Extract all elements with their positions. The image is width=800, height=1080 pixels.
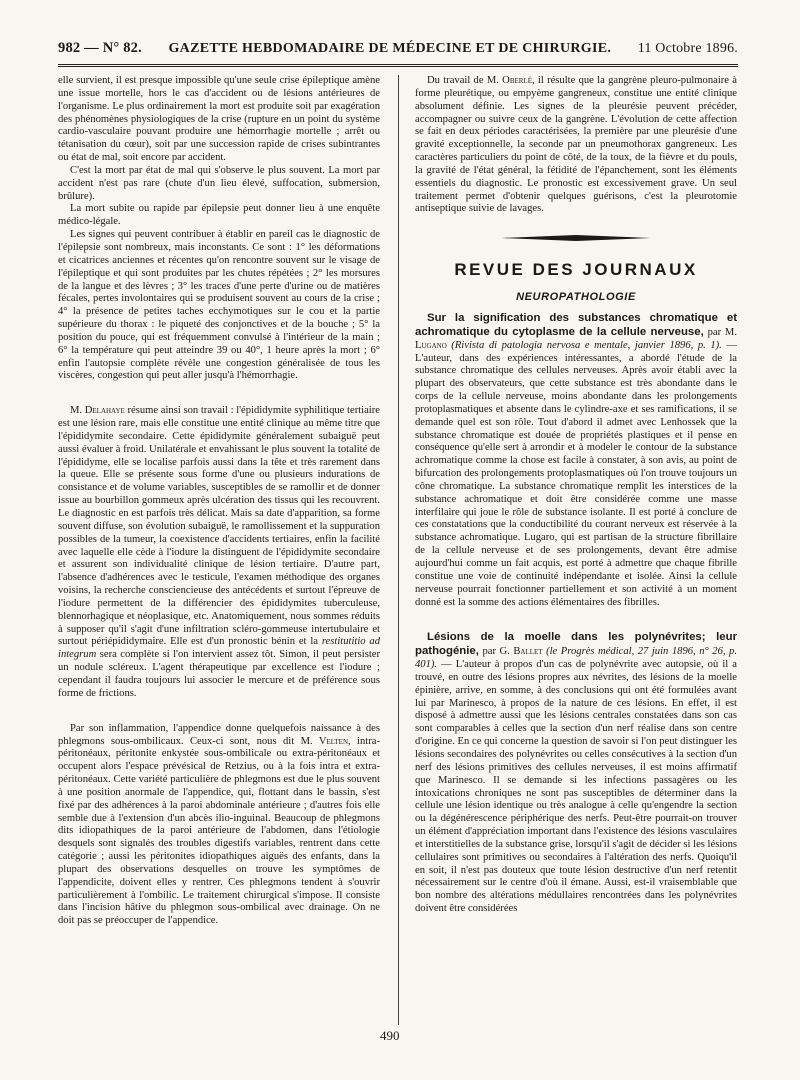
article: Lésions de la moelle dans les polynévrites; leur pathogénie, par G. Ballet (le Progrès médical, 27 juin 1896, n° 26, p. 401). — L'auteur à propos d'un cas de polynévrite avec autopsie, où il a trouvé, en outre des lésions propres aux névrites, des lésions de la moelle épinière, arrive, en somme, à des conclusions qui ont été formulées avant lui par Marinesco, à propos de la nature de ces lésions. En effet, il est disposé à admettre aussi que les lésions centrales constatées dans son cas sont comparables à celles que la section d'un nerf réalise dans son centre d'origine. En ce qui concerne la question de savoir si l'on peut distinguer les lésions secondaires des polynévrites ou celles consécutives à la section d'un nerf des lésions primitives des cellules nerveuses, il est moins affirmatif que Marinesco. Il se demande si les infections passagères ou les intoxications chroniques ne sont pas susceptibles de déterminer dans la cellule une lésion identique ou très analogue à celle qu'engendre la section ou la dégénérescence périphérique des nerfs. Peut-être pourrait-on trouver un élément d'appréciation important dans l'existence des lésions vasculaires et interstitielles de la substance grise, lorsqu'il s'agit de décider si les lésions cellulaires sont primitives ou secondaires à l'altération des nerfs. Quoiqu'il en soit, il n'est pas douteux que toute lésion destructive d'un nerf retentit nécessairement sur le centre d'où il émane. Aussi, est-il vraisemblable que bon nombre des altérations médullaires rencontrées dans les polynévrites doivent être considérées: [415, 631, 737, 915]
paragraph: elle survient, il est presque impossible qu'une seule crise épileptique amène une issue mortelle, hors le cas d'accident ou de lésions antérieures de l'organisme. Le plus ordinairement la mort est produite soit par exagération des phénomènes physiologiques de la crise (rupture en un point du système cardio-vasculaire pouvant produire une hémorrhagie mortelle ; arrêt ou tétanisation du cœur), soit par une succession rapide de crises subintrantes ou état de mal, soit encore par accident.: [58, 75, 380, 164]
issue-number: 982 — N° 82.: [58, 40, 142, 56]
divider-ornament: [501, 234, 651, 242]
paragraph: Par son inflammation, l'appendice donne quelquefois naissance à des phlegmons sous-ombilicaux. Ceux-ci sont, nous dit M. Velten, intra-péritonéaux, péritonite enkystée sous-ombilicale ou extra-péritonéaux et occupent alors l'espace prévésical de Retzius, ou à la fois intra et extra-péritonéaux. Cette variété particulière de phlegmons est due le plus souvent à une position anormale de l'appendice, qui, flottant dans le bassin, s'est fixé par des adhérences à la paroi abdominale antérieure ; d'autres fois elle semble due à l'extension d'un abcès ilio-inguinal. Beaucoup de phlegmons dits idiopathiques de la paroi antérieure de l'abdomen, dans l'étiologie desquels sont signalés des troubles digestifs variables, rentrent dans cette catégorie ; aussi les péritonites idiopathiques aiguës des enfants, dans la plupart des observations desquelles on trouve les symptômes de l'appendicite, doivent elles y rentrer. Ces phlegmons tendent à s'ouvrir particulièrement à l'ombilic. Le traitement chirurgical s'impose. Il consiste dans l'incision hâtive du phlegmon sous-ombilical avec drainage. On ne doit pas se préoccuper de l'appendice.: [58, 722, 380, 927]
article: Sur la signification des substances chromatique et achromatique du cytoplasme de la cellule nerveuse, par M. Lugano (Rivista di patologia nervosa e mentale, janvier 1896, p. 1). — L'auteur, dans des expériences intéressantes, a abordé l'étude de la substance chromatique des cellules nerveuses. Après avoir établi avec la plupart des observateurs, que cette substance est très abondante dans le corps de la cellule nerveuse, moins abondante dans les prolongements protoplasmatiques et absente dans le cylindre-axe et ses ramifications, il se demande quel est son rôle. Tout d'abord il admet avec Lenhossek que la substance chromatique est douée de propriétés plastiques et il pense en conséquence qu'elle sert à arrondir et à modeler le contour de la substance achromatique comme la chose est facile à constater, à son avis, au point de bifurcation des prolongements protoplasmatiques où l'on trouve toujours un cône chromatique. La substance chromatique remplit les interstices de la substance achromatique et doit être considérée comme une masse interfilaire qui joue le rôle de substance isolante. Il est porté à conclure de ces constatations que la conductibilité du courant nerveux est réservée à la substance achromatique. Lugaro, qui est partisan de la structure fibrillaire de la cellule nerveuse et de ses prolongements, devant être admise aujourd'hui comme un fait acquis, est porté à admettre que chaque fibrille constitue une voie de continuité indépendante et isolée. Ainsi la cellule nerveuse pourrait fonctionner partiellement et son activité à un moment donné est la somme des actions élémentaires des fibrilles.: [415, 311, 737, 608]
left-column: [58, 75, 380, 928]
column-rule: [398, 75, 399, 1025]
paragraph: C'est la mort par état de mal qui s'observe le plus souvent. La mort par accident n'est pas rare (chute d'un lieu élevé, suffocation, submersion, brûlure).: [58, 164, 380, 202]
latin-phrase: restitutitio ad integrum: [58, 636, 381, 661]
article-title: Lésions de la moelle dans les polynévrites; leur pathogénie,: [415, 631, 737, 658]
paragraph: M. Delahaye résume ainsi son travail : l'épididymite syphilitique tertiaire est une lésion rare, mais elle constitue une entité clinique au même titre que l'épididymite secondaire. Cette épididymite généralement subaiguë peut aussi évaluer à froid. Unilatérale et envahissant le plus souvent la totalité de l'épididyme, elle se localise parfois aussi dans la tête et très rarement dans la queue. Elle se présente sous forme d'une ou plusieurs indurations de consistance et de volume variables, susceptibles de se ramollir et de donner issue au bourbillon gommeux après ulcération des tissus qui les recouvrent. Le diagnostic en est parfois très délicat. Mais sa date d'apparition, sa forme souvent diffuse, son évolution subaiguë, le ramollissement et la suppuration possibles de la tumeur, la coexistence d'accidents tertiaires, enfin la facilité avec laquelle elle cède à l'iodure la distinguent de l'épididymite secondaire et assurent son individualité clinique de lésion tertiaire. D'autre part, l'absence d'adhérences avec le testicule, l'examen méthodique des organes voisins, la recherche consciencieuse des antécédents et surtout l'épreuve de l'iodure permettent de la différencier des épididymites tuberculeuse, blennorhagique et néoplasique, etc. Anatomiquement, nous sommes réduits à supposer qu'il s'agit d'une infiltration scléro-gommeuse intertubulaire et surtout périépididymaire. Elle est d'un pronostic bénin et la restitutitio ad integrum sera complète si l'on intervient assez tôt. Simon, il peut persister un nodule scléreux. L'agent thérapeutique par excellence est l'iodure ; cependant il faudra toujours lui associer le mercure et de préférence sous forme de frictions.: [58, 405, 381, 699]
subsection-title: NEUROPATHOLOGIE: [516, 291, 636, 304]
header-rule: [58, 64, 738, 67]
journal-title: GAZETTE HEBDOMADAIRE DE MÉDECINE ET DE CHIRURGIE.: [168, 41, 612, 56]
paragraph: La mort subite ou rapide par épilepsie peut donner lieu à une enquête médico-légale.: [58, 203, 380, 228]
author-name: Ballet: [513, 646, 543, 658]
paragraph: Les signes qui peuvent contribuer à établir en pareil cas le diagnostic de l'épilepsie sont nombreux, mais inconstants. Ce sont : 1° les déformations et cicatrices anciennes et récentes qu'on rencontre souvent sur le visage de l'épileptique et qui sont produites par les chutes répétées ; 2° les morsures de la langue et des lèvres ; 3° les traces d'une perte d'urine ou de matières fécales, pertes involontaires qui se produisent souvent au cours de la crise ; 4° la présence de petites taches ecchymotiques sur le cou et la partie supérieure du thorax : le piqueté des conjonctives et de la bouche ; 5° la position du pouce, qui est fréquemment convulsé à l'intérieur de la main ; 6° la température qui peut atteindre 39 ou 40°, 1 heure après la mort ; 6° enfin l'autopsie complète révèle une congestion généralisée de tous les viscères, congestion qui peut aller jusqu'à l'hémorrhagie.: [58, 229, 380, 382]
right-column: [415, 75, 737, 916]
paragraph: Du travail de M. Oberlé, il résulte que la gangrène pleuro-pulmonaire à forme pleurétique, ou empyème gangreneux, constitue une entité clinique absolument définie. Les signes de la pleurésie peuvent précéder, accompagner ou suivre ceux de la gangrène. L'évolution de cette affection se fait en deux périodes caractérisées, la première par une pleurésie d'une gravité exceptionnelle, la seconde par un pneumothorax gangreneux. Les caractères particuliers du point de côté, de la toux, de la fièvre et du pouls, la gravité de l'état général, la fétidité de l'épanchement, sont les éléments essentiels du diagnostic. Le pronostic est excessivement grave. Un seul traitement permet d'obtenir quelques guérisons, c'est la pleurotomie antiseptique suivie de lavages.: [415, 75, 737, 215]
author-name: Lugano: [415, 339, 447, 351]
article-title: Sur la signification des substances chromatique et achromatique du cytoplasme de la cellule nerveuse,: [415, 311, 737, 338]
section-title: REVUE DES JOURNAUX: [454, 260, 698, 280]
author-name: M. Velten: [300, 735, 348, 747]
author-name: M. Oberlé: [486, 75, 532, 86]
page-number: 490: [380, 1028, 400, 1043]
author-name: M. Delahaye: [70, 405, 125, 417]
page-header: [58, 40, 738, 62]
article-source: (le Progrès médical, 27 juin 1896, n° 26, p. 401).: [415, 646, 737, 671]
article-source: (Rivista di patologia nervosa e mentale, janvier 1896, p. 1).: [446, 339, 722, 351]
issue-date: 11 Octobre 1896.: [637, 41, 738, 56]
